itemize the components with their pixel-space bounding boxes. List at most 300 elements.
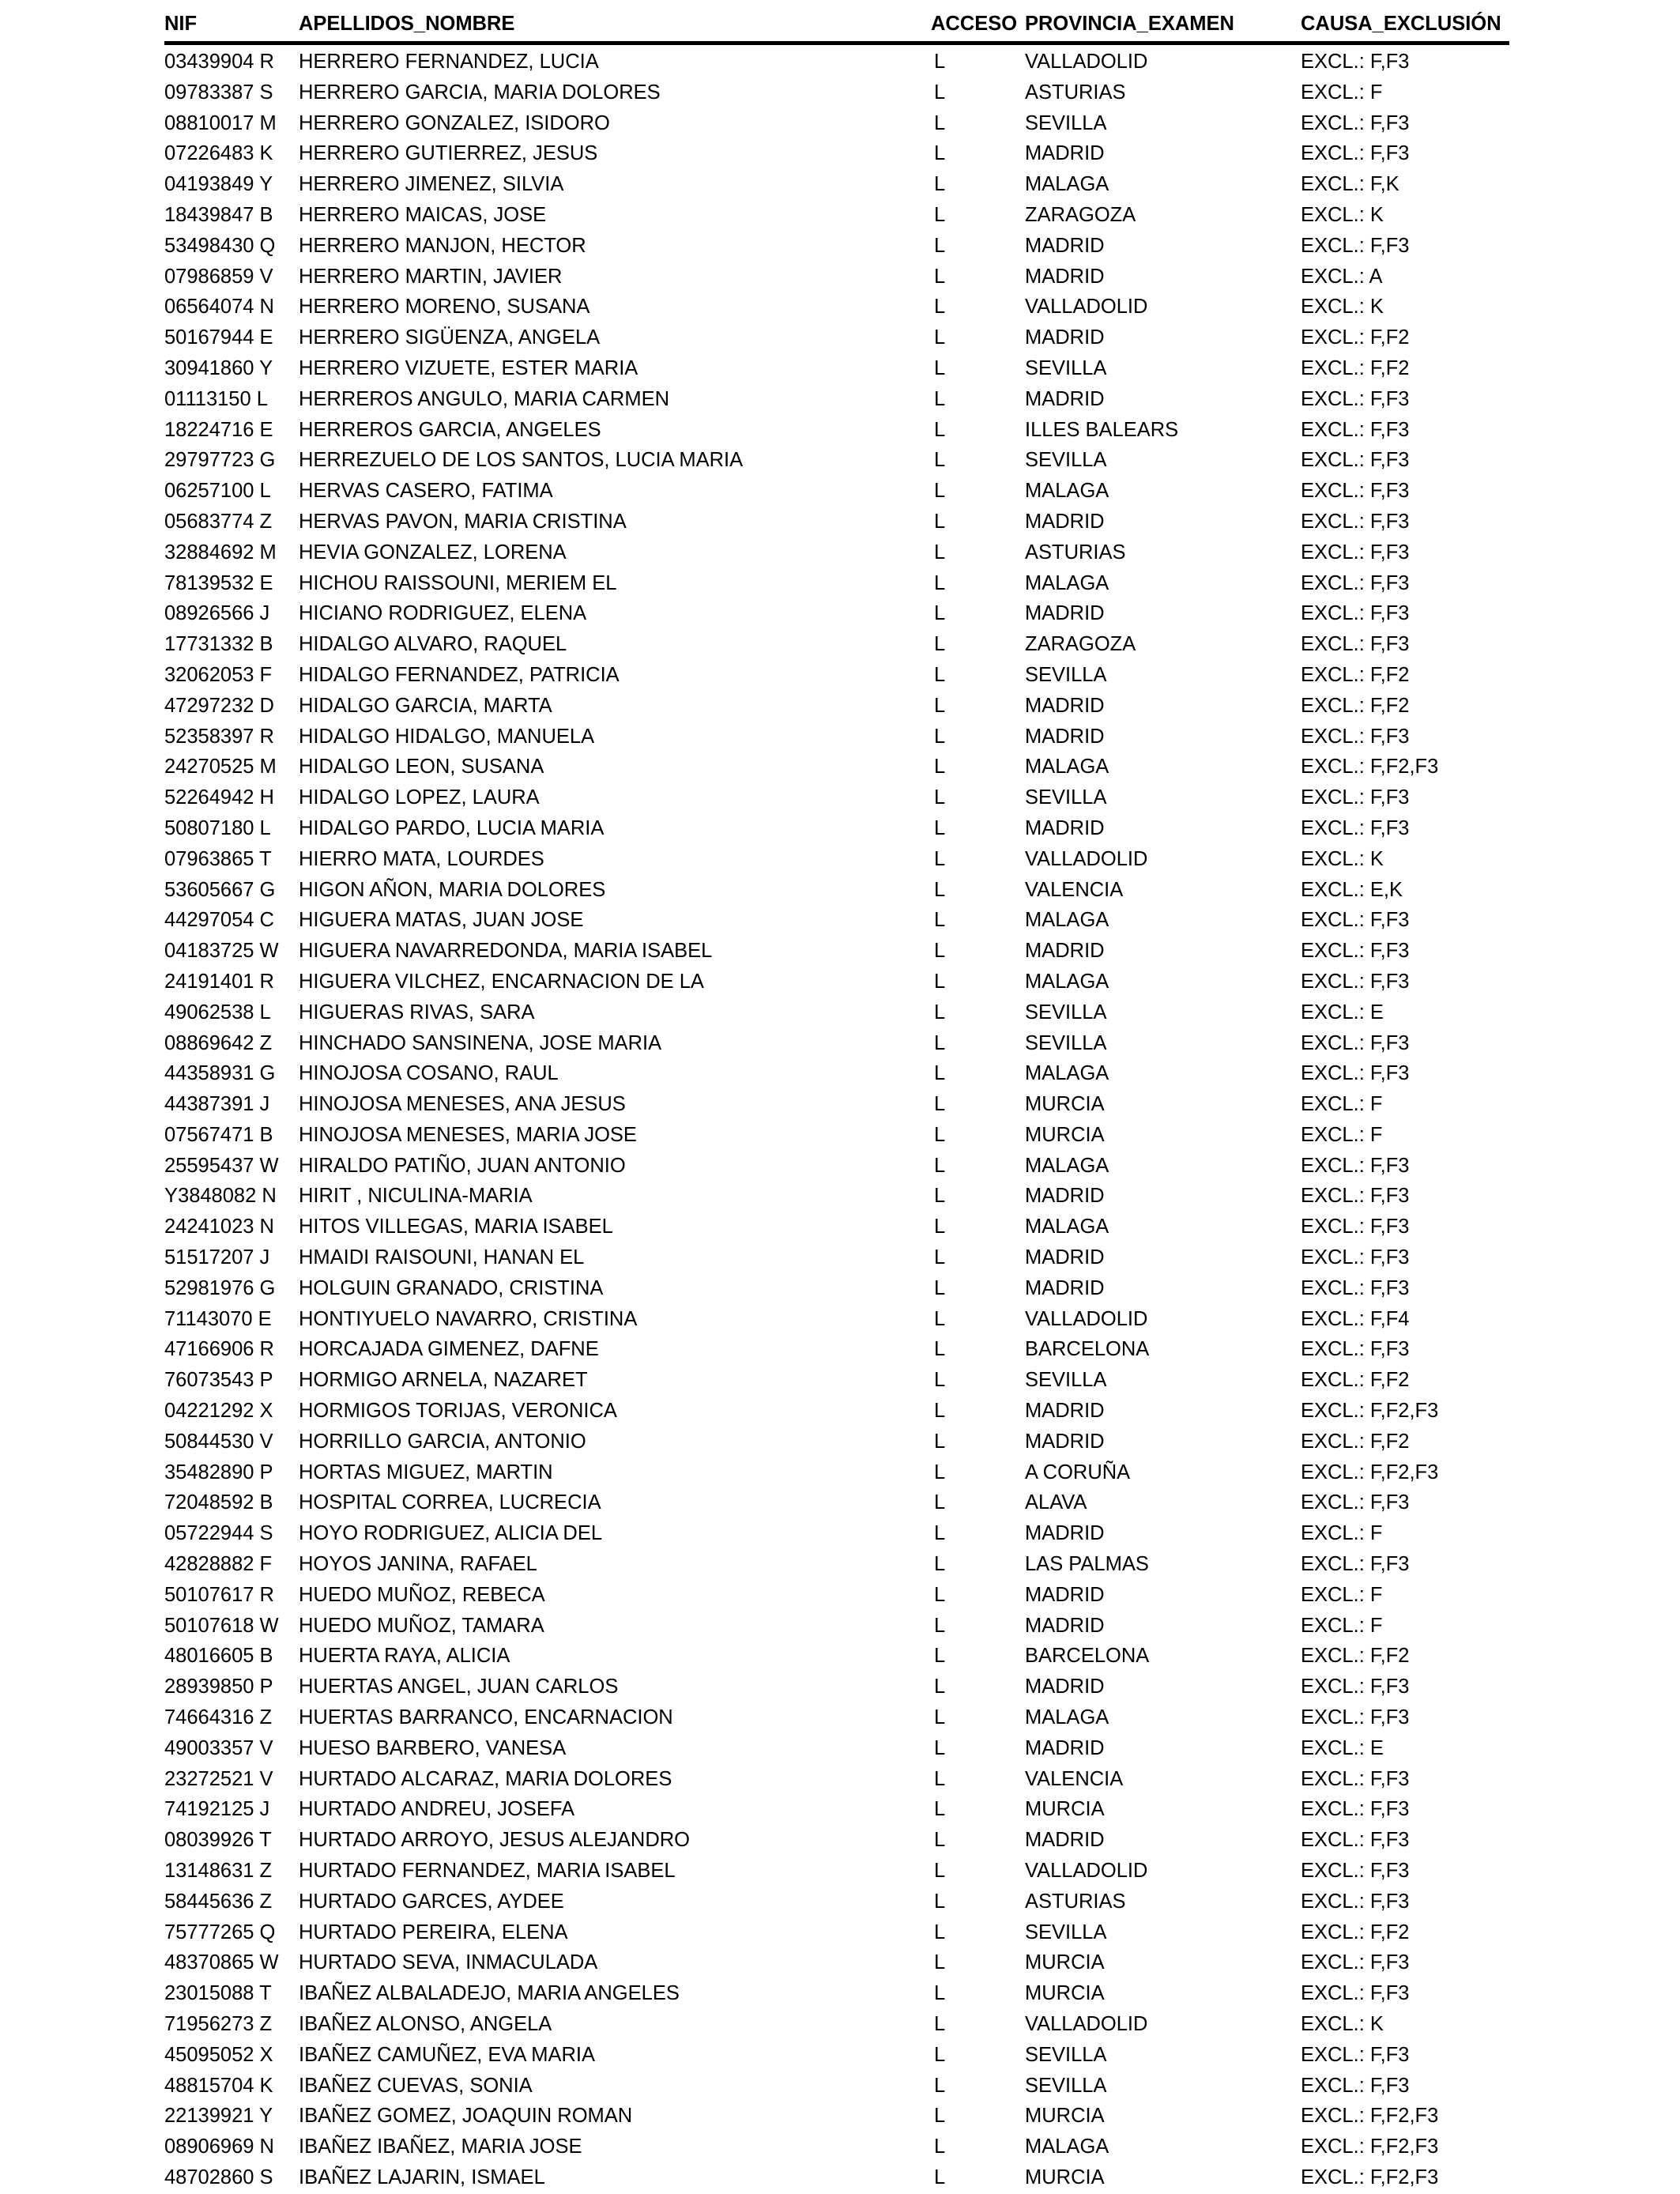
- cell-apellidos-nombre: HORRILLO GARCIA, ANTONIO: [299, 1430, 586, 1453]
- cell-causa-exclusion: EXCL.: F,F2: [1301, 1369, 1410, 1392]
- cell-acceso: L: [934, 663, 946, 686]
- table-row: [164, 1580, 1509, 1611]
- table-row: [164, 1672, 1509, 1702]
- cell-causa-exclusion: EXCL.: F,F3: [1301, 1890, 1410, 1913]
- header-nif: NIF: [164, 13, 198, 35]
- table-row: [164, 476, 1509, 507]
- table-row: [164, 1947, 1509, 1978]
- cell-provincia-examen: SEVILLA: [1025, 2043, 1107, 2066]
- cell-causa-exclusion: EXCL.: K: [1301, 847, 1384, 870]
- table-row: [164, 292, 1509, 322]
- cell-provincia-examen: MURCIA: [1025, 1093, 1105, 1116]
- cell-causa-exclusion: EXCL.: E: [1301, 1001, 1384, 1023]
- cell-provincia-examen: MALAGA: [1025, 756, 1109, 778]
- cell-provincia-examen: MURCIA: [1025, 1123, 1105, 1146]
- cell-acceso: L: [934, 1767, 946, 1790]
- cell-provincia-examen: SEVILLA: [1025, 663, 1107, 686]
- cell-provincia-examen: ZARAGOZA: [1025, 633, 1136, 656]
- cell-acceso: L: [934, 1614, 946, 1637]
- cell-apellidos-nombre: HERREZUELO DE LOS SANTOS, LUCIA MARIA: [299, 449, 744, 472]
- cell-acceso: L: [934, 878, 946, 901]
- header-acceso: ACCESO: [931, 13, 1018, 35]
- cell-nif: 49062538 L: [164, 1001, 271, 1023]
- cell-causa-exclusion: EXCL.: F,F2: [1301, 694, 1410, 717]
- cell-acceso: L: [934, 387, 946, 410]
- cell-nif: 23272521 V: [164, 1767, 273, 1790]
- cell-apellidos-nombre: HERRERO GONZALEZ, ISIDORO: [299, 111, 610, 134]
- cell-provincia-examen: MALAGA: [1025, 970, 1109, 993]
- cell-nif: 50844530 V: [164, 1430, 273, 1453]
- table-row: [164, 1273, 1509, 1304]
- table-row: [164, 936, 1509, 967]
- cell-nif: Y3848082 N: [164, 1185, 277, 1208]
- cell-apellidos-nombre: HIRALDO PATIÑO, JUAN ANTONIO: [299, 1154, 626, 1177]
- cell-apellidos-nombre: HOLGUIN GRANADO, CRISTINA: [299, 1276, 604, 1299]
- table-row: [164, 2162, 1509, 2193]
- cell-causa-exclusion: EXCL.: F,F3: [1301, 1982, 1410, 2005]
- table-row: [164, 384, 1509, 415]
- table-row: [164, 1427, 1509, 1457]
- table-row: [164, 1242, 1509, 1273]
- cell-provincia-examen: SEVILLA: [1025, 2074, 1107, 2097]
- cell-acceso: L: [934, 356, 946, 379]
- table-row: [164, 1089, 1509, 1120]
- cell-provincia-examen: MADRID: [1025, 1614, 1105, 1637]
- cell-nif: 48815704 K: [164, 2074, 273, 2097]
- table-row: [164, 1396, 1509, 1427]
- cell-nif: 74664316 Z: [164, 1706, 273, 1729]
- cell-causa-exclusion: EXCL.: F,F3: [1301, 541, 1410, 564]
- header-apellidos-nombre: APELLIDOS_NOMBRE: [299, 13, 515, 35]
- cell-acceso: L: [934, 296, 946, 319]
- cell-provincia-examen: MADRID: [1025, 1736, 1105, 1759]
- cell-nif: 07986859 V: [164, 265, 273, 288]
- cell-acceso: L: [934, 1338, 946, 1361]
- cell-nif: 72048592 B: [164, 1491, 273, 1514]
- cell-causa-exclusion: EXCL.: F,F2,F3: [1301, 1400, 1439, 1423]
- cell-provincia-examen: VALLADOLID: [1025, 1307, 1148, 1330]
- cell-causa-exclusion: EXCL.: F,F3: [1301, 1276, 1410, 1299]
- cell-apellidos-nombre: HOSPITAL CORREA, LUCRECIA: [299, 1491, 601, 1514]
- cell-causa-exclusion: EXCL.: F: [1301, 1522, 1383, 1545]
- cell-nif: 29797723 G: [164, 449, 276, 472]
- cell-provincia-examen: SEVILLA: [1025, 449, 1107, 472]
- cell-causa-exclusion: EXCL.: F,F3: [1301, 1246, 1410, 1269]
- cell-acceso: L: [934, 847, 946, 870]
- cell-causa-exclusion: EXCL.: F,F3: [1301, 1553, 1410, 1576]
- cell-causa-exclusion: EXCL.: F: [1301, 1093, 1383, 1116]
- cell-nif: 47297232 D: [164, 694, 274, 717]
- cell-acceso: L: [934, 1829, 946, 1852]
- cell-nif: 48702860 S: [164, 2166, 273, 2188]
- cell-nif: 07963865 T: [164, 847, 272, 870]
- table-row: [164, 2101, 1509, 2132]
- cell-acceso: L: [934, 694, 946, 717]
- table-row: [164, 782, 1509, 813]
- cell-acceso: L: [934, 1491, 946, 1514]
- cell-nif: 08926566 J: [164, 602, 270, 625]
- cell-provincia-examen: MALAGA: [1025, 1062, 1109, 1085]
- cell-acceso: L: [934, 1216, 946, 1238]
- cell-provincia-examen: MADRID: [1025, 387, 1105, 410]
- cell-apellidos-nombre: HIGUERA NAVARREDONDA, MARIA ISABEL: [299, 940, 713, 963]
- cell-apellidos-nombre: IBAÑEZ IBAÑEZ, MARIA JOSE: [299, 2136, 582, 2158]
- cell-apellidos-nombre: HINOJOSA COSANO, RAUL: [299, 1062, 559, 1085]
- cell-causa-exclusion: EXCL.: F,F3: [1301, 571, 1410, 594]
- cell-apellidos-nombre: HINOJOSA MENESES, ANA JESUS: [299, 1093, 626, 1116]
- cell-acceso: L: [934, 418, 946, 441]
- cell-causa-exclusion: EXCL.: F,F3: [1301, 909, 1410, 932]
- cell-acceso: L: [934, 1676, 946, 1698]
- cell-causa-exclusion: EXCL.: A: [1301, 265, 1383, 288]
- cell-causa-exclusion: EXCL.: F,F3: [1301, 418, 1410, 441]
- cell-causa-exclusion: EXCL.: F,F2: [1301, 1430, 1410, 1453]
- cell-provincia-examen: ZARAGOZA: [1025, 203, 1136, 226]
- table-row: [164, 322, 1509, 353]
- cell-provincia-examen: MADRID: [1025, 142, 1105, 165]
- header-causa-exclusion: CAUSA_EXCLUSIÓN: [1301, 13, 1501, 35]
- cell-provincia-examen: MADRID: [1025, 265, 1105, 288]
- table-row: [164, 660, 1509, 691]
- table-row: [164, 231, 1509, 262]
- cell-apellidos-nombre: HERRERO GARCIA, MARIA DOLORES: [299, 81, 661, 104]
- cell-acceso: L: [934, 1553, 946, 1576]
- cell-nif: 32884692 M: [164, 541, 277, 564]
- cell-apellidos-nombre: IBAÑEZ GOMEZ, JOAQUIN ROMAN: [299, 2105, 633, 2128]
- cell-causa-exclusion: EXCL.: F: [1301, 1583, 1383, 1606]
- cell-acceso: L: [934, 1246, 946, 1269]
- table-row: [164, 1733, 1509, 1764]
- cell-nif: 07226483 K: [164, 142, 273, 165]
- cell-acceso: L: [934, 326, 946, 349]
- cell-acceso: L: [934, 1430, 946, 1453]
- cell-nif: 50107618 W: [164, 1614, 279, 1637]
- table-row: [164, 1181, 1509, 1212]
- table-row: [164, 1212, 1509, 1242]
- cell-nif: 13148631 Z: [164, 1860, 273, 1883]
- cell-apellidos-nombre: HERRERO VIZUETE, ESTER MARIA: [299, 356, 638, 379]
- cell-causa-exclusion: EXCL.: F,F3: [1301, 510, 1410, 533]
- cell-provincia-examen: MADRID: [1025, 510, 1105, 533]
- table-row: [164, 2009, 1509, 2040]
- cell-causa-exclusion: EXCL.: F,F3: [1301, 1860, 1410, 1883]
- cell-provincia-examen: MALAGA: [1025, 173, 1109, 196]
- cell-causa-exclusion: EXCL.: F,F3: [1301, 449, 1410, 472]
- cell-nif: 75777265 Q: [164, 1921, 276, 1943]
- cell-apellidos-nombre: HURTADO ARROYO, JESUS ALEJANDRO: [299, 1829, 690, 1852]
- cell-apellidos-nombre: HIGUERAS RIVAS, SARA: [299, 1001, 535, 1023]
- cell-apellidos-nombre: HUEDO MUÑOZ, TAMARA: [299, 1614, 544, 1637]
- cell-acceso: L: [934, 2013, 946, 2035]
- cell-apellidos-nombre: IBAÑEZ CUEVAS, SONIA: [299, 2074, 533, 2097]
- table-row: [164, 598, 1509, 629]
- table-row: [164, 1641, 1509, 1672]
- cell-nif: 18224716 E: [164, 418, 273, 441]
- cell-nif: 47166906 R: [164, 1338, 274, 1361]
- cell-acceso: L: [934, 111, 946, 134]
- cell-nif: 08869642 Z: [164, 1031, 273, 1054]
- cell-causa-exclusion: EXCL.: F: [1301, 81, 1383, 104]
- cell-provincia-examen: SEVILLA: [1025, 356, 1107, 379]
- cell-nif: 53498430 Q: [164, 234, 276, 257]
- cell-apellidos-nombre: IBAÑEZ ALBALADEJO, MARIA ANGELES: [299, 1982, 680, 2005]
- cell-causa-exclusion: EXCL.: F,F2,F3: [1301, 2166, 1439, 2188]
- cell-acceso: L: [934, 909, 946, 932]
- cell-causa-exclusion: EXCL.: F,F3: [1301, 234, 1410, 257]
- cell-apellidos-nombre: HURTADO FERNANDEZ, MARIA ISABEL: [299, 1860, 676, 1883]
- table-row: [164, 2132, 1509, 2162]
- table-body: [164, 47, 1509, 2193]
- table-row: [164, 1794, 1509, 1825]
- cell-nif: 50807180 L: [164, 816, 271, 839]
- cell-provincia-examen: A CORUÑA: [1025, 1461, 1131, 1483]
- cell-apellidos-nombre: HURTADO PEREIRA, ELENA: [299, 1921, 568, 1943]
- cell-nif: 50107617 R: [164, 1583, 274, 1606]
- table-row: [164, 568, 1509, 599]
- cell-causa-exclusion: EXCL.: F,F2,F3: [1301, 756, 1439, 778]
- cell-provincia-examen: MADRID: [1025, 1829, 1105, 1852]
- cell-acceso: L: [934, 1123, 946, 1146]
- table-row: [164, 1702, 1509, 1733]
- cell-acceso: L: [934, 2105, 946, 2128]
- cell-apellidos-nombre: HORMIGOS TORIJAS, VERONICA: [299, 1400, 617, 1423]
- cell-causa-exclusion: EXCL.: F,F3: [1301, 786, 1410, 809]
- table-row: [164, 262, 1509, 292]
- table-row: [164, 875, 1509, 906]
- cell-nif: 71956273 Z: [164, 2013, 273, 2035]
- cell-causa-exclusion: EXCL.: F,F3: [1301, 2074, 1410, 2097]
- cell-acceso: L: [934, 1400, 946, 1423]
- cell-provincia-examen: ASTURIAS: [1025, 81, 1126, 104]
- cell-causa-exclusion: EXCL.: E: [1301, 1736, 1384, 1759]
- cell-causa-exclusion: EXCL.: F: [1301, 1123, 1383, 1146]
- cell-nif: 49003357 V: [164, 1736, 273, 1759]
- cell-acceso: L: [934, 756, 946, 778]
- cell-causa-exclusion: EXCL.: F,F3: [1301, 1491, 1410, 1514]
- cell-apellidos-nombre: HERREROS ANGULO, MARIA CARMEN: [299, 387, 669, 410]
- cell-nif: 50167944 E: [164, 326, 273, 349]
- table-row: [164, 1365, 1509, 1396]
- cell-provincia-examen: MALAGA: [1025, 2136, 1109, 2158]
- table-row: [164, 1058, 1509, 1089]
- cell-apellidos-nombre: HICIANO RODRIGUEZ, ELENA: [299, 602, 587, 625]
- cell-nif: 52264942 H: [164, 786, 274, 809]
- cell-apellidos-nombre: HMAIDI RAISOUNI, HANAN EL: [299, 1246, 585, 1269]
- cell-acceso: L: [934, 633, 946, 656]
- cell-acceso: L: [934, 1154, 946, 1177]
- cell-causa-exclusion: EXCL.: F,F3: [1301, 1216, 1410, 1238]
- table-row: [164, 1825, 1509, 1856]
- cell-acceso: L: [934, 1583, 946, 1606]
- cell-apellidos-nombre: HERVAS PAVON, MARIA CRISTINA: [299, 510, 627, 533]
- cell-provincia-examen: VALENCIA: [1025, 1767, 1124, 1790]
- cell-provincia-examen: MADRID: [1025, 1400, 1105, 1423]
- table-row: [164, 1611, 1509, 1642]
- cell-causa-exclusion: EXCL.: F,F2: [1301, 326, 1410, 349]
- cell-acceso: L: [934, 1798, 946, 1821]
- cell-apellidos-nombre: HORMIGO ARNELA, NAZARET: [299, 1369, 588, 1392]
- cell-nif: 25595437 W: [164, 1154, 279, 1177]
- cell-nif: 08906969 N: [164, 2136, 274, 2158]
- table-row: [164, 353, 1509, 384]
- cell-causa-exclusion: EXCL.: F,F3: [1301, 480, 1410, 503]
- cell-acceso: L: [934, 970, 946, 993]
- cell-provincia-examen: VALLADOLID: [1025, 1860, 1148, 1883]
- cell-acceso: L: [934, 480, 946, 503]
- cell-acceso: L: [934, 2166, 946, 2188]
- cell-apellidos-nombre: HEVIA GONZALEZ, LORENA: [299, 541, 567, 564]
- cell-nif: 22139921 Y: [164, 2105, 273, 2128]
- cell-nif: 30941860 Y: [164, 356, 273, 379]
- table-row: [164, 1120, 1509, 1151]
- cell-provincia-examen: ILLES BALEARS: [1025, 418, 1179, 441]
- cell-causa-exclusion: EXCL.: F,F3: [1301, 725, 1410, 748]
- cell-nif: 18439847 B: [164, 203, 273, 226]
- cell-provincia-examen: SEVILLA: [1025, 786, 1107, 809]
- cell-apellidos-nombre: HITOS VILLEGAS, MARIA ISABEL: [299, 1216, 613, 1238]
- cell-apellidos-nombre: HERVAS CASERO, FATIMA: [299, 480, 553, 503]
- cell-nif: 78139532 E: [164, 571, 273, 594]
- cell-apellidos-nombre: HIDALGO HIDALGO, MANUELA: [299, 725, 595, 748]
- cell-causa-exclusion: EXCL.: F,F3: [1301, 1676, 1410, 1698]
- cell-acceso: L: [934, 940, 946, 963]
- cell-acceso: L: [934, 1185, 946, 1208]
- cell-apellidos-nombre: HIDALGO ALVARO, RAQUEL: [299, 633, 567, 656]
- cell-apellidos-nombre: HUERTAS ANGEL, JUAN CARLOS: [299, 1676, 619, 1698]
- cell-apellidos-nombre: IBAÑEZ CAMUÑEZ, EVA MARIA: [299, 2043, 596, 2066]
- cell-acceso: L: [934, 265, 946, 288]
- table-row: [164, 445, 1509, 476]
- cell-nif: 03439904 R: [164, 51, 274, 73]
- cell-apellidos-nombre: HERRERO MARTIN, JAVIER: [299, 265, 563, 288]
- table-row: [164, 138, 1509, 169]
- cell-acceso: L: [934, 449, 946, 472]
- cell-apellidos-nombre: HERRERO FERNANDEZ, LUCIA: [299, 51, 599, 73]
- cell-provincia-examen: MADRID: [1025, 1676, 1105, 1698]
- cell-nif: 05683774 Z: [164, 510, 273, 533]
- cell-apellidos-nombre: HIRIT , NICULINA-MARIA: [299, 1185, 533, 1208]
- cell-causa-exclusion: EXCL.: K: [1301, 2013, 1384, 2035]
- cell-causa-exclusion: EXCL.: K: [1301, 203, 1384, 226]
- cell-apellidos-nombre: HORTAS MIGUEZ, MARTIN: [299, 1461, 553, 1483]
- cell-acceso: L: [934, 1951, 946, 1974]
- cell-causa-exclusion: EXCL.: F,F3: [1301, 142, 1410, 165]
- cell-acceso: L: [934, 541, 946, 564]
- cell-acceso: L: [934, 1093, 946, 1116]
- cell-provincia-examen: MALAGA: [1025, 1216, 1109, 1238]
- cell-causa-exclusion: EXCL.: F,K: [1301, 173, 1399, 196]
- table-row: [164, 997, 1509, 1028]
- cell-acceso: L: [934, 786, 946, 809]
- cell-nif: 76073543 P: [164, 1369, 273, 1392]
- cell-causa-exclusion: EXCL.: F,F3: [1301, 816, 1410, 839]
- cell-apellidos-nombre: HIDALGO FERNANDEZ, PATRICIA: [299, 663, 620, 686]
- cell-apellidos-nombre: HUEDO MUÑOZ, REBECA: [299, 1583, 545, 1606]
- table-row: [164, 2071, 1509, 2102]
- table-row: [164, 1487, 1509, 1518]
- cell-provincia-examen: MADRID: [1025, 816, 1105, 839]
- cell-nif: 44358931 G: [164, 1062, 276, 1085]
- table-row: [164, 47, 1509, 77]
- cell-nif: 06257100 L: [164, 480, 271, 503]
- cell-apellidos-nombre: HIGUERA VILCHEZ, ENCARNACION DE LA: [299, 970, 704, 993]
- cell-apellidos-nombre: HUERTAS BARRANCO, ENCARNACION: [299, 1706, 673, 1729]
- cell-apellidos-nombre: HERRERO GUTIERREZ, JESUS: [299, 142, 598, 165]
- header-provincia-examen: PROVINCIA_EXAMEN: [1025, 13, 1234, 35]
- cell-nif: 52981976 G: [164, 1276, 276, 1299]
- cell-causa-exclusion: EXCL.: F,F3: [1301, 1798, 1410, 1821]
- cell-nif: 23015088 T: [164, 1982, 272, 2005]
- cell-apellidos-nombre: HERRERO JIMENEZ, SILVIA: [299, 173, 564, 196]
- cell-causa-exclusion: EXCL.: F,F3: [1301, 1706, 1410, 1729]
- cell-acceso: L: [934, 571, 946, 594]
- cell-causa-exclusion: EXCL.: F,F2,F3: [1301, 2136, 1439, 2158]
- table-row: [164, 415, 1509, 446]
- cell-causa-exclusion: EXCL.: F,F3: [1301, 1031, 1410, 1054]
- cell-nif: 08039926 T: [164, 1829, 272, 1852]
- table-row: [164, 537, 1509, 568]
- cell-nif: 74192125 J: [164, 1798, 270, 1821]
- cell-apellidos-nombre: HIGON AÑON, MARIA DOLORES: [299, 878, 606, 901]
- cell-provincia-examen: MADRID: [1025, 1522, 1105, 1545]
- cell-apellidos-nombre: HIDALGO LEON, SUSANA: [299, 756, 544, 778]
- cell-nif: 24270525 M: [164, 756, 277, 778]
- cell-apellidos-nombre: HERRERO SIGÜENZA, ANGELA: [299, 326, 601, 349]
- cell-provincia-examen: MADRID: [1025, 1430, 1105, 1453]
- cell-causa-exclusion: EXCL.: F,F3: [1301, 111, 1410, 134]
- table-row: [164, 1887, 1509, 1917]
- cell-causa-exclusion: EXCL.: F,F2: [1301, 1921, 1410, 1943]
- cell-causa-exclusion: EXCL.: F,F2: [1301, 663, 1410, 686]
- cell-acceso: L: [934, 1031, 946, 1054]
- cell-causa-exclusion: EXCL.: F,F3: [1301, 1338, 1410, 1361]
- table-row: [164, 1764, 1509, 1795]
- cell-causa-exclusion: EXCL.: F,F3: [1301, 1951, 1410, 1974]
- cell-apellidos-nombre: HIGUERA MATAS, JUAN JOSE: [299, 909, 584, 932]
- table-row: [164, 844, 1509, 875]
- cell-acceso: L: [934, 510, 946, 533]
- table-row: [164, 752, 1509, 782]
- cell-provincia-examen: MURCIA: [1025, 2105, 1105, 2128]
- cell-causa-exclusion: EXCL.: F,F2: [1301, 1645, 1410, 1668]
- table-row: [164, 967, 1509, 997]
- cell-apellidos-nombre: HOYO RODRIGUEZ, ALICIA DEL: [299, 1522, 603, 1545]
- cell-apellidos-nombre: HINOJOSA MENESES, MARIA JOSE: [299, 1123, 637, 1146]
- cell-apellidos-nombre: IBAÑEZ LAJARIN, ISMAEL: [299, 2166, 545, 2188]
- cell-causa-exclusion: EXCL.: E,K: [1301, 878, 1403, 901]
- cell-provincia-examen: BARCELONA: [1025, 1338, 1150, 1361]
- cell-nif: 71143070 E: [164, 1307, 272, 1330]
- cell-provincia-examen: MADRID: [1025, 1276, 1105, 1299]
- cell-apellidos-nombre: HERRERO MAICAS, JOSE: [299, 203, 547, 226]
- cell-causa-exclusion: EXCL.: F,F3: [1301, 387, 1410, 410]
- cell-provincia-examen: VALENCIA: [1025, 878, 1124, 901]
- cell-provincia-examen: SEVILLA: [1025, 111, 1107, 134]
- cell-causa-exclusion: EXCL.: F,F3: [1301, 1154, 1410, 1177]
- cell-acceso: L: [934, 1982, 946, 2005]
- cell-nif: 01113150 L: [164, 387, 268, 410]
- cell-provincia-examen: ASTURIAS: [1025, 541, 1126, 564]
- table-row: [164, 1151, 1509, 1182]
- cell-causa-exclusion: EXCL.: F,F3: [1301, 940, 1410, 963]
- cell-causa-exclusion: EXCL.: F,F3: [1301, 633, 1410, 656]
- table-row: [164, 77, 1509, 108]
- cell-provincia-examen: BARCELONA: [1025, 1645, 1150, 1668]
- cell-provincia-examen: VALLADOLID: [1025, 847, 1148, 870]
- cell-causa-exclusion: EXCL.: F,F3: [1301, 1829, 1410, 1852]
- cell-causa-exclusion: EXCL.: F,F3: [1301, 602, 1410, 625]
- table-row: [164, 1856, 1509, 1887]
